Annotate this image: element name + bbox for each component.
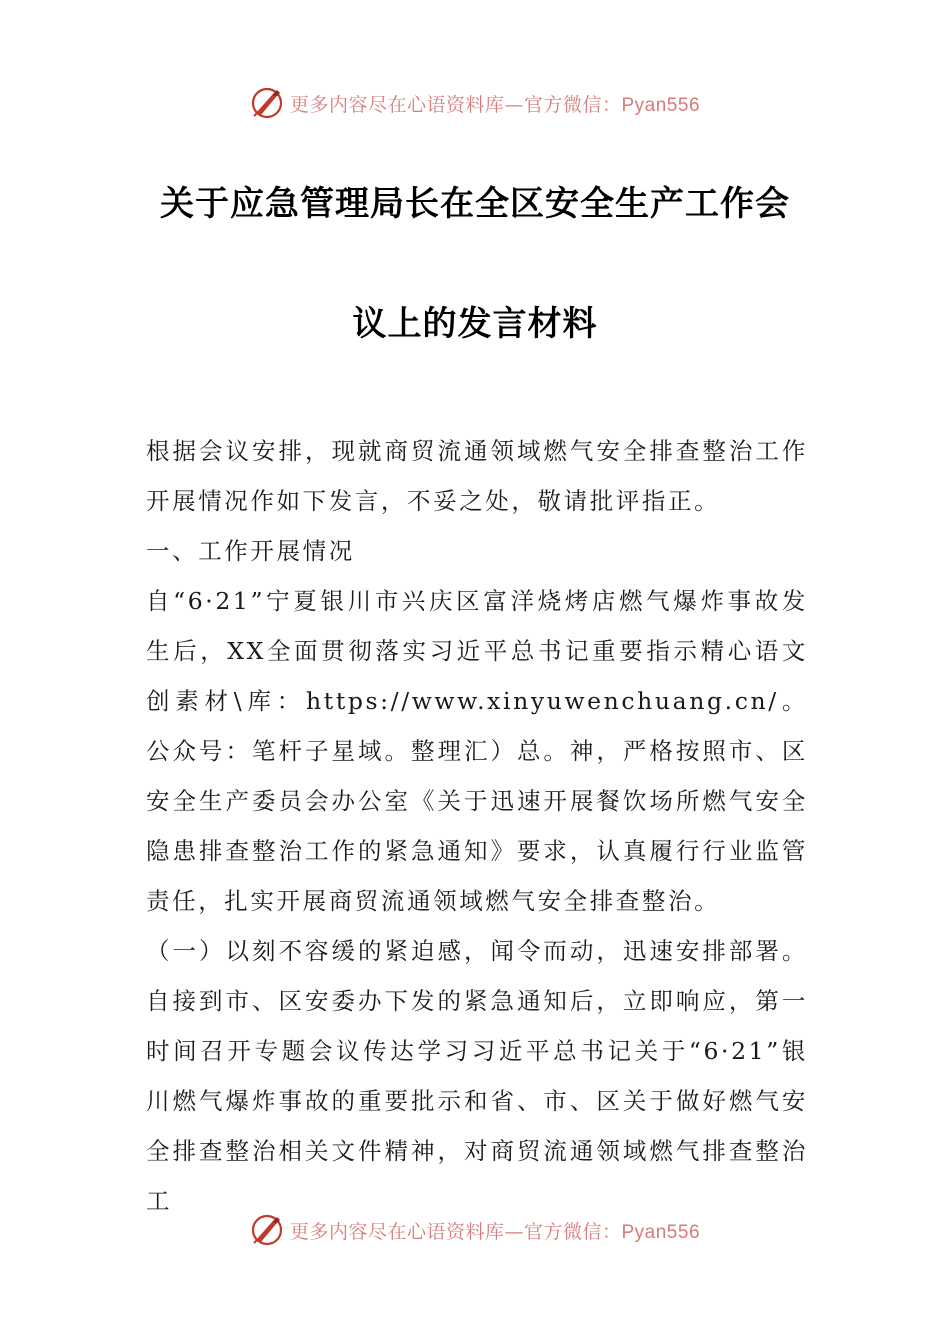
footer-banner: [0, 1210, 950, 1250]
document-title-line-1: 关于应急管理局长在全区安全生产工作会: [160, 184, 790, 224]
banner-text: 更多内容尽在心语资料库—官方微信：Pyan556: [289, 93, 701, 116]
pen-logo-icon: [250, 1213, 284, 1247]
wechat-id: Pyan556: [621, 1221, 701, 1243]
banner-text: 更多内容尽在心语资料库—官方微信：Pyan556: [289, 1220, 701, 1243]
pen-logo-icon: [250, 86, 284, 120]
header-banner: [0, 83, 950, 123]
paragraph-background: 自“6·21”宁夏银川市兴庆区富洋烧烤店燃气爆炸事故发生后，XX全面贯彻落实习近平总书记重要指示精心语文创素材\库：https://www.xinyuwenchuang.cn/。公众号：笔杆子星域。整理汇）总。神，严格按照市、区安全生产委员会办公室《关于迅速开展餐饮场所燃气安全隐患排查整治工作的紧急通知》要求，认真履行行业监管责任，扎实开展商贸流通领域燃气安全排查整治。: [146, 587, 808, 915]
paragraph-subsection-1: （一）以刻不容缓的紧迫感，闻令而动，迅速安排部署。自接到市、区安委办下发的紧急通知后，立即响应，第一时间召开专题会议传达学习习近平总书记关于“6·21”银川燃气爆炸事故的重要批示和省、市、区关于做好燃气安全排查整治相关文件精神，对商贸流通领域燃气排查整治工: [146, 937, 808, 1215]
wechat-id: Pyan556: [621, 94, 701, 116]
section-heading-1: 一、工作开展情况: [146, 537, 355, 565]
document-title-line-2: 议上的发言材料: [352, 304, 598, 344]
paragraph-intro: 根据会议安排，现就商贸流通领域燃气安全排查整治工作开展情况作如下发言，不妥之处，敬请批评指正。: [146, 437, 808, 515]
document-body: [146, 426, 808, 1226]
